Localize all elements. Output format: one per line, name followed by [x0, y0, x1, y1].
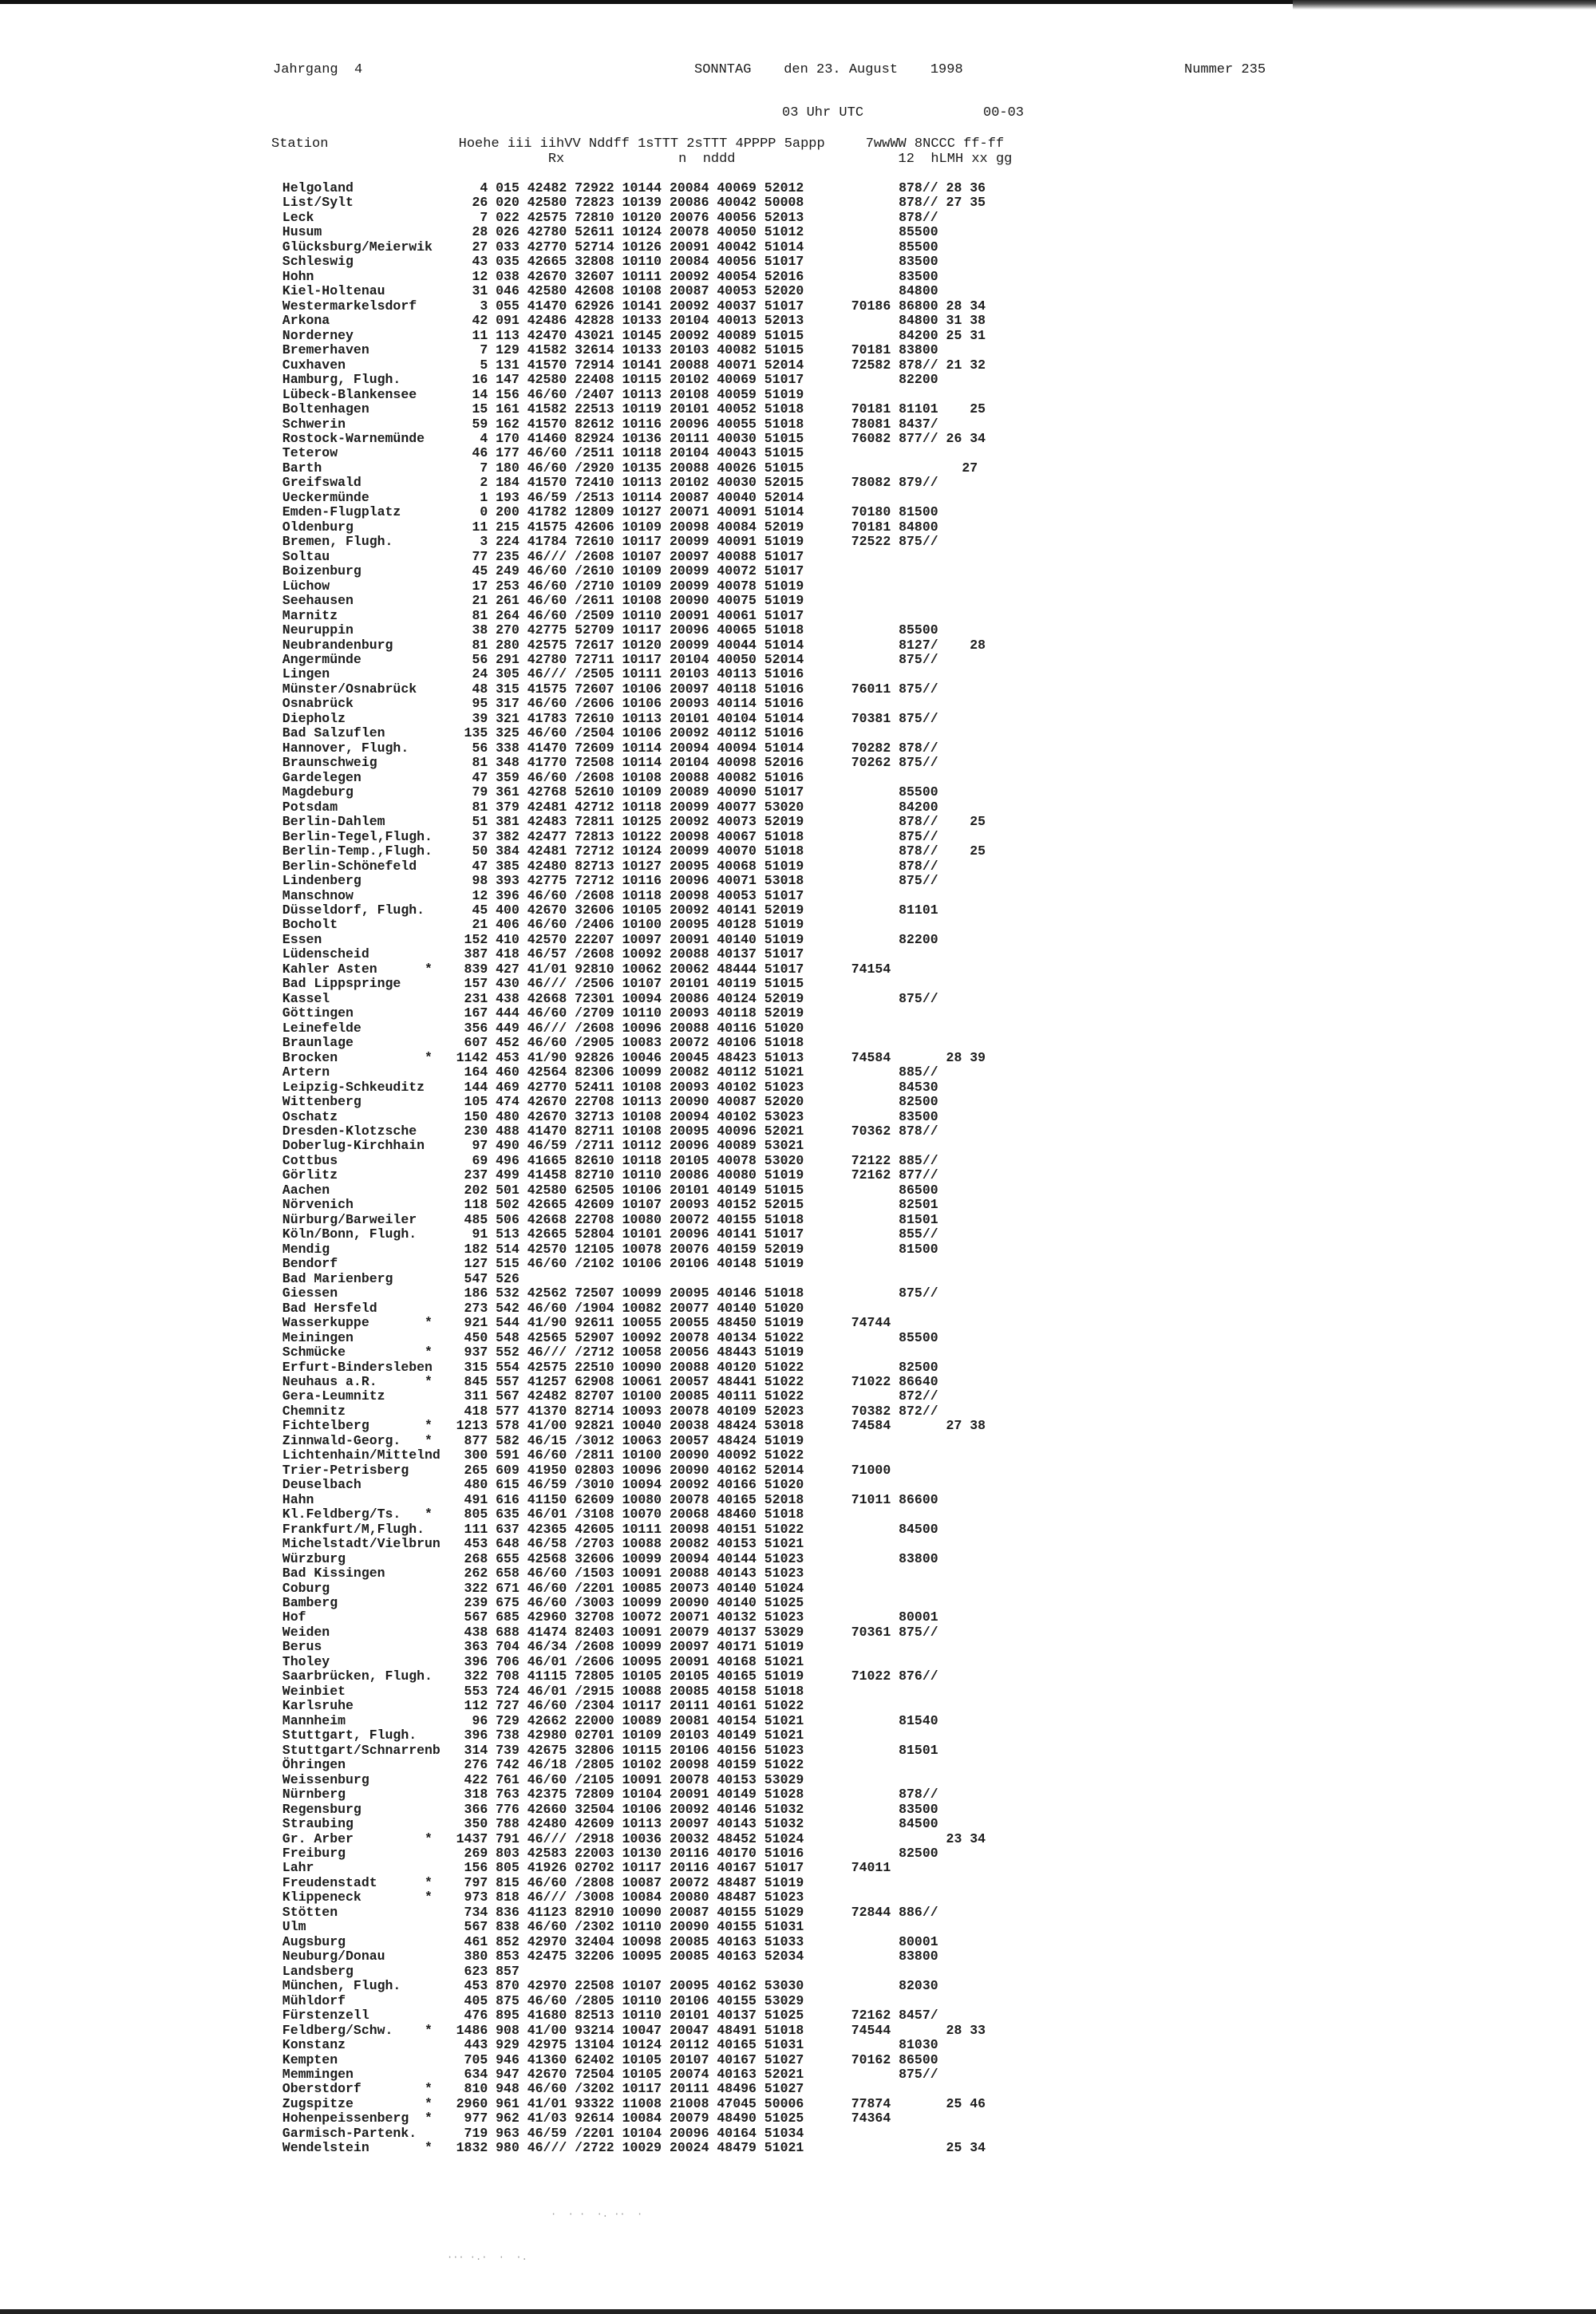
station-row: Berlin-Schönefeld 47 385 42480 82713 10127 20095 40068 51019 878//	[267, 858, 938, 874]
station-row: Berlin-Temp.,Flugh. 50 384 42481 72712 10124 20099 40070 51018 878// 25	[267, 843, 986, 859]
station-row: Görlitz 237 499 41458 82710 10110 20086 40080 51019 72162 877//	[267, 1167, 938, 1183]
station-row: Seehausen 21 261 46/60 /2611 10108 20090 40075 51019	[267, 593, 804, 609]
station-row: Hahn 491 616 41150 62609 10080 20078 40165 52018 71011 86600	[267, 1491, 938, 1507]
station-row: Bocholt 21 406 46/60 /2406 10100 20095 40128 51019	[267, 917, 804, 933]
station-row: Boizenburg 45 249 46/60 /2610 10109 20099 40072 51017	[267, 563, 804, 579]
station-row: Wendelstein * 1832 980 46/// /2722 10029 20024 48479 51021 25 34	[267, 2140, 986, 2156]
station-row: Kassel 231 438 42668 72301 10094 20086 40124 52019 875//	[267, 990, 938, 1006]
station-row: Nürburg/Barweiler 485 506 42668 22708 10080 20072 40155 51018 81501	[267, 1211, 938, 1227]
station-row: Helgoland 4 015 42482 72922 10144 20084 40069 52012 878// 28 36	[267, 180, 986, 195]
station-row: Karlsruhe 112 727 46/60 /2304 10117 20111 40161 51022	[267, 1698, 804, 1714]
station-row: Nürnberg 318 763 42375 72809 10104 20091 40149 51028 878//	[267, 1787, 938, 1803]
station-row: Düsseldorf, Flugh. 45 400 42670 32606 10105 20092 40141 52019 81101	[267, 902, 938, 918]
station-row: Bad Kissingen 262 658 46/60 /1503 10091 20088 40143 51023	[267, 1566, 804, 1581]
station-row: Mannheim 96 729 42662 22000 10089 20081 40154 51021 81540	[267, 1712, 938, 1728]
station-table	[267, 181, 986, 2156]
station-row: Gr. Arber * 1437 791 46/// /2918 10036 20032 48452 51024 23 34	[267, 1830, 986, 1846]
station-row: Husum 28 026 42780 52611 10124 20078 40050 51012 85500	[267, 224, 938, 240]
station-row: Wasserkuppe * 921 544 41/90 92611 10055 20055 48450 51019 74744	[267, 1315, 891, 1331]
station-row: Hohn 12 038 42670 32607 10111 20092 40054 52016 83500	[267, 268, 938, 284]
station-row: Stuttgart, Flugh. 396 738 42980 02701 10109 20103 40149 51021	[267, 1728, 804, 1743]
station-row: Konstanz 443 929 42975 13104 10124 20112 40165 51031 81030	[267, 2037, 938, 2053]
station-row: Doberlug-Kirchhain 97 490 46/59 /2711 10112 20096 40089 53021	[267, 1138, 804, 1154]
station-row: Lindenberg 98 393 42775 72712 10116 20096 40071 53018 875//	[267, 873, 938, 889]
station-row: Hamburg, Flugh. 16 147 42580 22408 10115 20102 40069 51017 82200	[267, 372, 938, 388]
station-row: Lübeck-Blankensee 14 156 46/60 /2407 10113 20108 40059 51019	[267, 386, 804, 402]
station-row: Regensburg 366 776 42660 32504 10106 20092 40146 51032 83500	[267, 1801, 938, 1817]
station-row: Hof 567 685 42960 32708 10072 20071 40132 51023 80001	[267, 1609, 938, 1625]
station-row: Straubing 350 788 42480 42609 10113 20097 40143 51032 84500	[267, 1816, 938, 1832]
station-row: Bamberg 239 675 46/60 /3003 10099 20090 40140 51025	[267, 1595, 804, 1610]
station-row: Frankfurt/M,Flugh. 111 637 42365 42605 10111 20098 40151 51022 84500	[267, 1521, 938, 1537]
station-row: Giessen 186 532 42562 72507 10099 20095 40146 51018 875//	[267, 1285, 938, 1301]
station-row: Soltau 77 235 46/// /2608 10107 20097 40088 51017	[267, 548, 804, 564]
station-row: Freudenstadt * 797 815 46/60 /2808 10087 20072 48487 51019	[267, 1874, 804, 1890]
station-row: Essen 152 410 42570 22207 10097 20091 40140 51019 82200	[267, 931, 938, 947]
station-row: Angermünde 56 291 42780 72711 10117 20104 40050 52014 875//	[267, 652, 938, 667]
date-line: SONNTAG den 23. August 1998	[694, 62, 963, 77]
station-row: Rostock-Warnemünde 4 170 41460 82924 10136 20111 40030 51015 76082 877// 26 34	[267, 430, 986, 446]
station-row: Oberstdorf * 810 948 46/60 /3202 10117 20111 48496 51027	[267, 2081, 804, 2097]
station-row: Zinnwald-Georg. * 877 582 46/15 /3012 10063 20057 48424 51019	[267, 1432, 804, 1448]
station-row: Mühldorf 405 875 46/60 /2805 10110 20106 40155 53029	[267, 1992, 804, 2008]
station-row: Leinefelde 356 449 46/// /2608 10096 20088 40116 51020	[267, 1020, 804, 1036]
station-row: Brocken * 1142 453 41/90 92826 10046 20045 48423 51013 74584 28 39	[267, 1049, 986, 1065]
station-row: Cottbus 69 496 41665 82610 10118 20105 40078 53020 72122 885//	[267, 1152, 938, 1168]
station-row: Lüdenscheid 387 418 46/57 /2608 10092 20088 40137 51017	[267, 946, 804, 962]
station-row: Feldberg/Schw. * 1486 908 41/00 93214 10047 20047 48491 51018 74544 28 33	[267, 2022, 986, 2038]
station-row: Erfurt-Bindersleben 315 554 42575 22510 10090 20088 40120 51022 82500	[267, 1359, 938, 1375]
station-row: Berlin-Dahlem 51 381 42483 72811 10125 20092 40073 52019 878// 25	[267, 814, 986, 830]
station-row: Magdeburg 79 361 42768 52610 10109 20089 40090 51017 85500	[267, 784, 938, 800]
column-header-line-2: Rx n nddd 12 hLMH xx gg	[271, 151, 1013, 167]
station-row: Klippeneck * 973 818 46/// /3008 10084 20080 48487 51023	[267, 1890, 804, 1905]
station-row: Bad Salzuflen 135 325 46/60 /2504 10106 20092 40112 51016	[267, 725, 804, 741]
station-row: Chemnitz 418 577 41370 82714 10093 20078 40109 52023 70382 872//	[267, 1403, 938, 1419]
station-row: Leck 7 022 42575 72810 10120 20076 40056 52013 878//	[267, 209, 938, 225]
station-row: Greifswald 2 184 41570 72410 10113 20102 40030 52015 78082 879//	[267, 475, 938, 491]
station-row: Bad Hersfeld 273 542 46/60 /1904 10082 20077 40140 51020	[267, 1300, 804, 1316]
station-row: Öhringen 276 742 46/18 /2805 10102 20098 40159 51022	[267, 1757, 804, 1773]
station-row: Potsdam 81 379 42481 42712 10118 20099 40077 53020 84200	[267, 799, 938, 815]
station-row: Neuhaus a.R. * 845 557 41257 62908 10061 20057 48441 51022 71022 86640	[267, 1373, 938, 1389]
station-row: Weinbiet 553 724 46/01 /2915 10088 20085 40158 51018	[267, 1683, 804, 1699]
station-row: Kempten 705 946 41360 62402 10105 20107 40167 51027 70162 86500	[267, 2051, 938, 2067]
scan-bottom-edge	[0, 2309, 1596, 2314]
volume-label: Jahrgang 4	[273, 62, 363, 77]
station-row: Bad Marienberg 547 526	[267, 1270, 519, 1286]
station-row: Kiel-Holtenau 31 046 42580 42608 10108 20087 40053 52020 84800	[267, 283, 938, 299]
station-row: Arkona 42 091 42486 42828 10133 20104 40013 52013 84800 31 38	[267, 313, 986, 329]
station-row: Westermarkelsdorf 3 055 41470 62926 10141 20092 40037 51017 70186 86800 28 34	[267, 298, 986, 314]
station-row: Neuruppin 38 270 42775 52709 10117 20096 40065 51018 85500	[267, 622, 938, 638]
station-row: Gera-Leumnitz 311 567 42482 82707 10100 20085 40111 51022 872//	[267, 1388, 938, 1404]
station-row: Kahler Asten * 839 427 41/01 92810 10062 20062 48444 51017 74154	[267, 961, 891, 977]
station-row: Zugspitze * 2960 961 41/01 93322 11008 21008 47045 50006 77874 25 46	[267, 2095, 986, 2111]
station-row: Lüchow 17 253 46/60 /2710 10109 20099 40078 51019	[267, 578, 804, 594]
station-row: Norderney 11 113 42470 43021 10145 20092 40089 51015 84200 25 31	[267, 327, 986, 343]
station-row: Michelstadt/Vielbrun 453 648 46/58 /2703 10088 20082 40153 51021	[267, 1536, 804, 1552]
station-row: Ueckermünde 1 193 46/59 /2513 10114 20087 40040 52014	[267, 489, 804, 505]
station-row: Braunschweig 81 348 41770 72508 10114 20104 40098 52016 70262 875//	[267, 755, 938, 771]
station-row: Boltenhagen 15 161 41582 22513 10119 20101 40052 51018 70181 81101 25	[267, 401, 986, 417]
station-row: Köln/Bonn, Flugh. 91 513 42665 52804 10101 20096 40141 51017 855//	[267, 1226, 938, 1242]
station-row: Landsberg 623 857	[267, 1963, 519, 1979]
station-row: Freiburg 269 803 42583 22003 10130 20116 40170 51016 82500	[267, 1845, 938, 1861]
station-row: Hannover, Flugh. 56 338 41470 72609 10114 20094 40094 51014 70282 878//	[267, 740, 938, 756]
station-row: Schleswig 43 035 42665 32808 10110 20084 40056 51017 83500	[267, 254, 938, 270]
station-row: Kl.Feldberg/Ts. * 805 635 46/01 /3108 10070 20068 48460 51018	[267, 1506, 804, 1522]
station-row: Bremen, Flugh. 3 224 41784 72610 10117 20099 40091 51019 72522 875//	[267, 534, 938, 550]
station-row: Artern 164 460 42564 82306 10099 20082 40112 51021 885//	[267, 1064, 938, 1080]
station-row: Berlin-Tegel,Flugh. 37 382 42477 72813 10122 20098 40067 51018 875//	[267, 828, 938, 844]
station-row: Meiningen 450 548 42565 52907 10092 20078 40134 51022 85500	[267, 1329, 938, 1345]
station-row: Barth 7 180 46/60 /2920 10135 20088 40026 51015 27	[267, 460, 978, 476]
station-row: Emden-Flugplatz 0 200 41782 12809 10127 20071 40091 51014 70180 81500	[267, 504, 938, 520]
station-row: Weissenburg 422 761 46/60 /2105 10091 20078 40153 53029	[267, 1771, 804, 1787]
station-row: Manschnow 12 396 46/60 /2608 10118 20098 40053 51017	[267, 887, 804, 903]
station-row: Ulm 567 838 46/60 /2302 10110 20090 40155 51031	[267, 1919, 804, 1935]
column-header-line-1: Station Hoehe iii iihVV Nddff 1sTTT 2sTTT 4PPPP 5appp 7wwWW 8NCCC ff-ff	[271, 136, 1005, 152]
station-row: Nörvenich 118 502 42665 42609 10107 20093 40152 52015 82501	[267, 1197, 938, 1213]
station-row: Fürstenzell 476 895 41680 82513 10110 20101 40137 51025 72162 8457/	[267, 2008, 938, 2024]
station-row: Bremerhaven 7 129 41582 32614 10133 20103 40082 51015 70181 83800	[267, 342, 938, 358]
station-row: Lichtenhain/Mittelnd 300 591 46/60 /2811 10100 20090 40092 51022	[267, 1447, 804, 1463]
station-row: Mendig 182 514 42570 12105 10078 20076 40159 52019 81500	[267, 1241, 938, 1257]
station-row: Fichtelberg * 1213 578 41/00 92821 10040 20038 48424 53018 74584 27 38	[267, 1418, 986, 1434]
station-row: Weiden 438 688 41474 82403 10091 20079 40137 53029 70361 875//	[267, 1624, 938, 1640]
station-row: Tholey 396 706 46/01 /2606 10095 20091 40168 51021	[267, 1653, 804, 1669]
station-row: Münster/Osnabrück 48 315 41575 72607 10106 20097 40118 51016 76011 875//	[267, 681, 938, 697]
station-row: Hohenpeissenberg * 977 962 41/03 92614 10084 20079 48490 51025 74364	[267, 2111, 891, 2126]
station-row: München, Flugh. 453 870 42970 22508 10107 20095 40162 53030 82030	[267, 1978, 938, 1994]
station-row: Neuburg/Donau 380 853 42475 32206 10095 20085 40163 52034 83800	[267, 1949, 938, 1965]
station-row: Neubrandenburg 81 280 42575 72617 10120 20099 40044 51014 8127/ 28	[267, 637, 986, 653]
issue-number: Nummer 235	[1184, 62, 1266, 77]
station-row: Memmingen 634 947 42670 72504 10105 20074 40163 52021 875//	[267, 2067, 938, 2082]
station-row: Saarbrücken, Flugh. 322 708 41115 72805 10105 20105 40165 51019 71022 876//	[267, 1668, 938, 1684]
station-row: Garmisch-Partenk. 719 963 46/59 /2201 10104 20096 40164 51034	[267, 2125, 804, 2141]
station-row: Stötten 734 836 41123 82910 10090 20087 40155 51029 72844 886//	[267, 1904, 938, 1920]
station-row: Cuxhaven 5 131 41570 72914 10141 20088 40071 52014 72582 878// 21 32	[267, 357, 986, 373]
station-row: Coburg 322 671 46/60 /2201 10085 20073 40140 51024	[267, 1580, 804, 1596]
station-row: List/Sylt 26 020 42580 72823 10139 20086 40042 50008 878// 27 35	[267, 195, 986, 211]
station-row: Würzburg 268 655 42568 32606 10099 20094 40144 51023 83800	[267, 1550, 938, 1566]
station-row: Stuttgart/Schnarrenb 314 739 42675 32806 10115 20106 40156 51023 81501	[267, 1742, 938, 1758]
station-row: Marnitz 81 264 46/60 /2509 10110 20091 40061 51017	[267, 607, 804, 623]
utc-period-label: 00-03	[983, 105, 1025, 120]
station-row: Teterow 46 177 46/60 /2511 10118 20104 40043 51015	[267, 445, 804, 461]
station-row: Schmücke * 937 552 46/// /2712 10058 20056 48443 51019	[267, 1345, 804, 1360]
scan-specks: · · · ·. ·· ·	[551, 2209, 643, 2220]
station-row: Bad Lippspringe 157 430 46/// /2506 10107 20101 40119 51015	[267, 976, 804, 992]
station-row: Leipzig-Schkeuditz 144 469 42770 52411 10108 20093 40102 51023 84530	[267, 1079, 938, 1095]
station-row: Oldenburg 11 215 41575 42606 10109 20098 40084 52019 70181 84800	[267, 519, 938, 535]
station-row: Aachen 202 501 42580 62505 10106 20101 40149 51015 86500	[267, 1182, 938, 1198]
utc-time-label: 03 Uhr UTC	[782, 105, 864, 120]
station-row: Lahr 156 805 41926 02702 10117 20116 40167 51017 74011	[267, 1860, 891, 1876]
station-row: Trier-Petrisberg 265 609 41950 02803 10096 20090 40162 52014 71000	[267, 1462, 891, 1478]
station-row: Augsburg 461 852 42970 32404 10098 20085 40163 51033 80001	[267, 1933, 938, 1949]
station-row: Oschatz 150 480 42670 32713 10108 20094 40102 53023 83500	[267, 1108, 938, 1124]
station-row: Braunlage 607 452 46/60 /2905 10083 20072 40106 51018	[267, 1035, 804, 1051]
station-row: Berus 363 704 46/34 /2608 10099 20097 40171 51019	[267, 1639, 804, 1655]
station-row: Glücksburg/Meierwik 27 033 42770 52714 10126 20091 40042 51014 85500	[267, 239, 938, 255]
scan-top-right-smudge	[1293, 0, 1596, 10]
station-row: Göttingen 167 444 46/60 /2709 10110 20093 40118 52019	[267, 1005, 804, 1021]
station-row: Deuselbach 480 615 46/59 /3010 10094 20092 40166 51020	[267, 1477, 804, 1493]
station-row: Wittenberg 105 474 42670 22708 10113 20090 40087 52020 82500	[267, 1094, 938, 1110]
station-row: Schwerin 59 162 41570 82612 10116 20096 40055 51018 78081 8437/	[267, 416, 938, 432]
station-row: Diepholz 39 321 41783 72610 10113 20101 40104 51014 70381 875//	[267, 710, 938, 726]
scan-specks: ··· ·.· · ·.	[447, 2252, 527, 2263]
station-row: Dresden-Klotzsche 230 488 41470 82711 10108 20095 40096 52021 70362 878//	[267, 1123, 938, 1139]
station-row: Osnabrück 95 317 46/60 /2606 10106 20093 40114 51016	[267, 696, 804, 712]
station-row: Lingen 24 305 46/// /2505 10111 20103 40113 51016	[267, 666, 804, 682]
station-row: Bendorf 127 515 46/60 /2102 10106 20106 40148 51019	[267, 1256, 804, 1272]
station-row: Gardelegen 47 359 46/60 /2608 10108 20088 40082 51016	[267, 769, 804, 785]
